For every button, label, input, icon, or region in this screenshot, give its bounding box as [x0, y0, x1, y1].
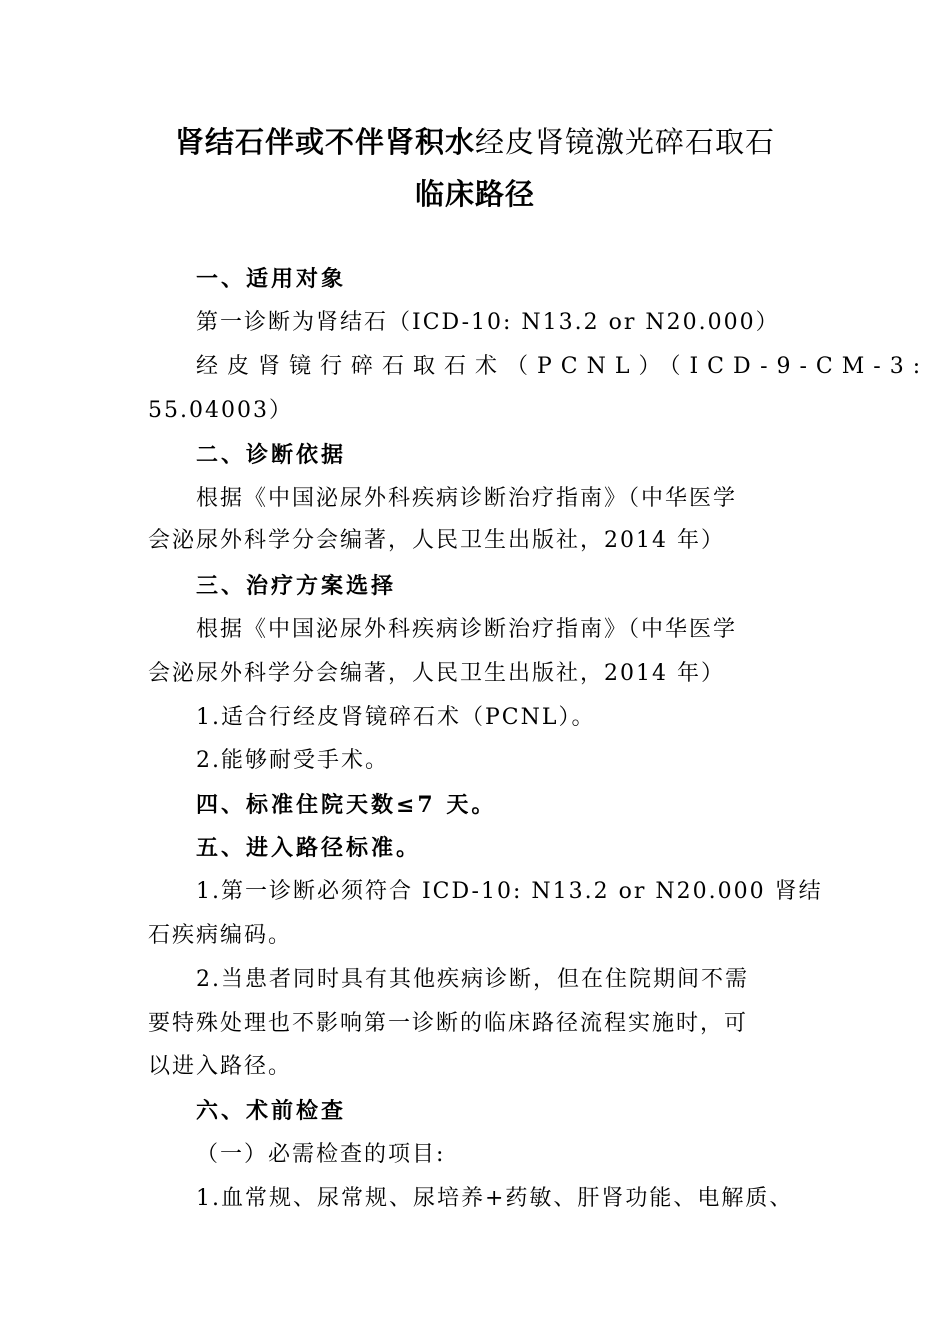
section-heading-preoperative-exam: 六、术前检查 — [196, 1098, 347, 1124]
section-heading-hospital-stay: 四、标准住院天数≤7 天。 — [196, 792, 497, 818]
title-regular-part: 经皮肾镜激光碎石取石 — [475, 125, 776, 159]
document-title-line2: 临床路径 — [414, 177, 535, 211]
paragraph-treatment-guideline-line1: 根据《中国泌尿外科疾病诊断治疗指南》（中华医学 — [196, 617, 738, 642]
paragraph-first-diagnosis: 第一诊断为肾结石（ICD-10: N13.2 or N20.000） — [196, 310, 780, 335]
list-item-treatment-1: 1.适合行经皮肾镜碎石术（PCNL）。 — [196, 705, 596, 730]
list-item-required-exam-1: 1.血常规、尿常规、尿培养+药敏、肝肾功能、电解质、 — [196, 1186, 794, 1211]
document-title-line1 — [0, 120, 950, 161]
section-heading-applicable-objects: 一、适用对象 — [196, 266, 347, 292]
list-item-entry-2-line2: 要特殊处理也不影响第一诊断的临床路径流程实施时，可 — [148, 1011, 749, 1036]
title-bold-part: 肾结石伴或不伴肾积水 — [174, 125, 475, 159]
section-heading-treatment-plan: 三、治疗方案选择 — [196, 573, 397, 599]
list-item-entry-2-line1: 2.当患者同时具有其他疾病诊断，但在住院期间不需 — [196, 967, 749, 992]
list-item-entry-1-line2: 石疾病编码。 — [148, 923, 293, 948]
list-item-treatment-2: 2.能够耐受手术。 — [196, 748, 389, 773]
paragraph-treatment-guideline-line2: 会泌尿外科学分会编著，人民卫生出版社，2014 年） — [148, 661, 725, 686]
paragraph-diagnosis-guideline-line1: 根据《中国泌尿外科疾病诊断治疗指南》（中华医学 — [196, 486, 738, 511]
list-item-entry-2-line3: 以进入路径。 — [148, 1054, 293, 1079]
paragraph-procedure: 经皮肾镜行碎石取石术（PCNL）（ICD-9-CM-3: — [196, 354, 930, 379]
paragraph-procedure-code: 55.04003） — [148, 398, 293, 423]
list-item-entry-1-line1: 1.第一诊断必须符合 ICD-10: N13.2 or N20.000 肾结 — [196, 879, 823, 904]
paragraph-diagnosis-guideline-line2: 会泌尿外科学分会编著，人民卫生出版社，2014 年） — [148, 528, 725, 553]
section-heading-diagnosis-basis: 二、诊断依据 — [196, 442, 347, 468]
subheading-required-items: （一）必需检查的项目: — [196, 1142, 446, 1167]
section-heading-entry-criteria: 五、进入路径标准。 — [196, 835, 422, 861]
